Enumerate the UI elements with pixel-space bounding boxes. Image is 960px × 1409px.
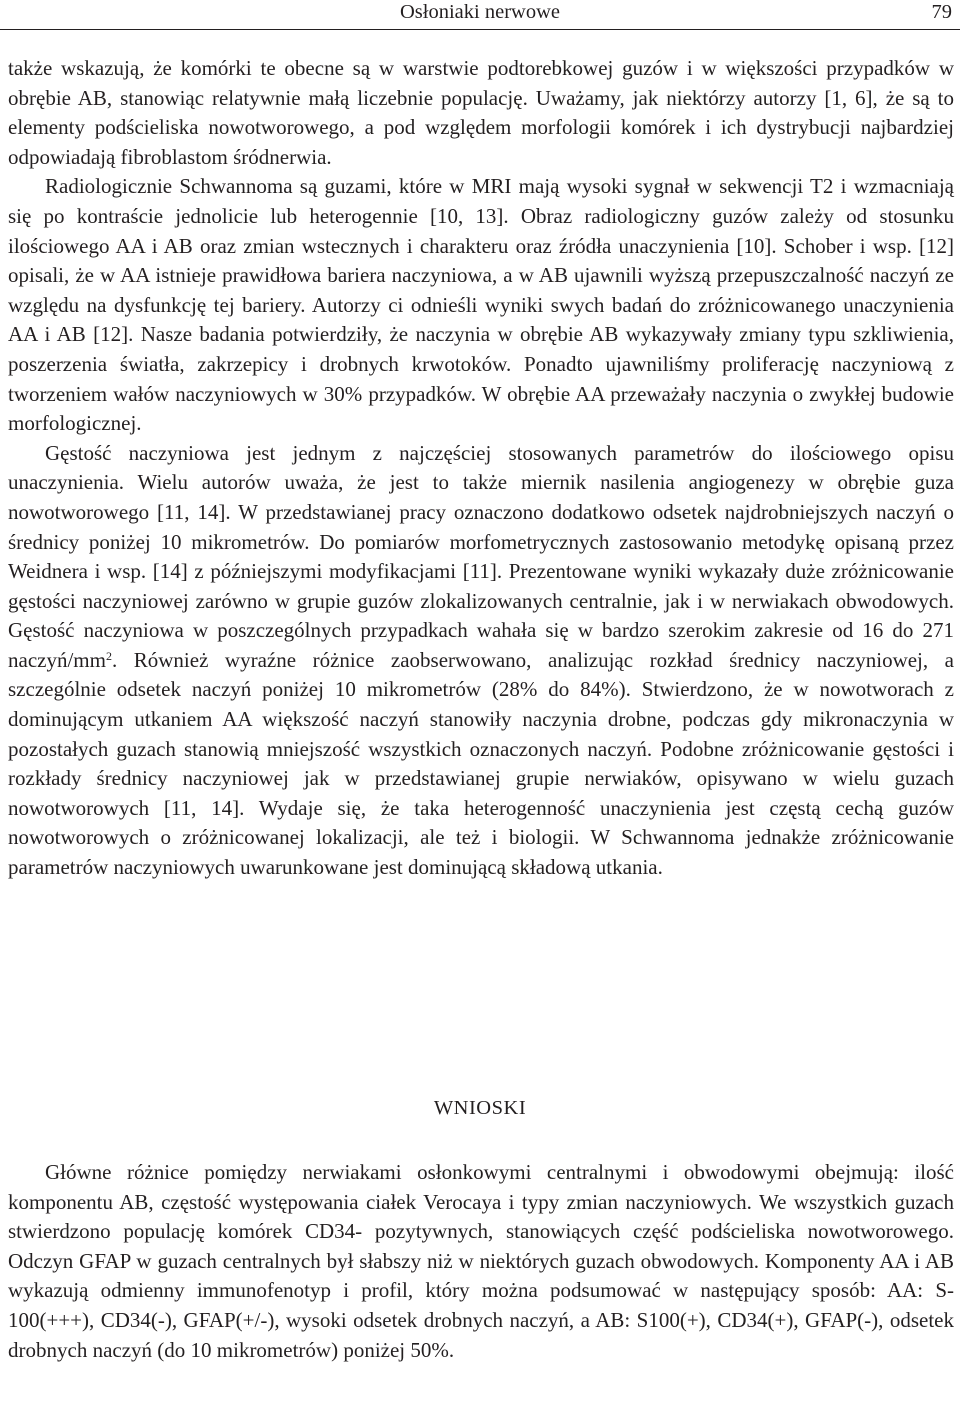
paragraph-vascular-density-part-2: . Również wyraźne różnice zaobserwowano, analizując rozkład średnicy naczyniowej, a szczególnie odsetek naczyń poniżej 10 mikrometrów (28% do 84%). Stwierdzono, że w nowotworach z dominującym utkaniem AA większość naczyń stanowiły naczynia drobne, podczas gdy mikronaczynia w pozostałych guzach stanowią mniejszość wszystkich oznaczonych naczyń. Podobne zróżnicowanie gęstości i rozkłady średnicy naczyniowej jak w przedstawianej grupie nerwiaków, opisywano w wielu guzach nowotworowych [11, 14]. Wydaje się, że taka heterogenność unaczynienia jest częstą cechą guzów nowotworowych o zróżnicowanej lokalizacji, ale też i biologii. W Schwannoma jednakże zróżnicowanie parametrów naczyniowych uwarunkowane jest dominującą składową utkania. (8, 647, 954, 880)
running-header (0, 0, 960, 30)
paragraph-vascular-density-part-1: Gęstość naczyniowa jest jednym z najczęściej stosowanych parametrów do ilościowego opisu unaczynienia. Wielu autorów uważa, że jest to także miernik nasilenia angiogenezy w obrębie guza nowotworowego [11, 14]. W przedstawianej pracy oznaczono dodatkowo odsetek najdrobniejszych naczyń o średnicy poniżej 10 mikrometrów. Do pomiarów morfometrycznych zastosowanio metodykę opisaną przez Weidnera i wsp. [14] z późniejszymi modyfikacjami [11]. Prezentowane wyniki wykazały duże zróżnicowanie gęstości naczyniowej zarówno w grupie guzów zlokalizowanych centralnie, jak i w nerwiakach obwodowych. Gęstość naczyniowa w poszczególnych przypadkach wahała się w bardzo szerokim zakresie od 16 do 271 naczyń/mm (8, 440, 954, 672)
paragraph-radiology: Radiologicznie Schwannoma są guzami, które w MRI mają wysoki sygnał w sekwencji T2 i wzmacniają się po kontraście jednolicie lub heterogennie [10, 13]. Obraz radiologiczny guzów zależy od stosunku ilościowego AA i AB oraz zmian wstecznych i charakteru oraz źródła unaczynienia [10]. Schober i wsp. [12] opisali, że w AA istnieje prawidłowa bariera naczyniowa, a w AB ujawnili wyższą przepuszczalność naczyń ze względu na dysfunkcję tej bariery. Autorzy ci odnieśli wyniki swych badań do zróżnicowanego unaczynienia AA i AB [12]. Nasze badania potwierdziły, że naczynia w obrębie AB wykazywały zmiany typu szkliwienia, poszerzenia światła, zakrzepicy i drobnych krwotoków. Ponadto ujawniliśmy proliferację naczyniową z tworzeniem wałów naczyniowych w 30% przypadków. W obrębie AA przeważały naczynia o zwykłej budowie morfologicznej. (8, 174, 954, 436)
paragraph-continuation: także wskazują, że komórki te obecne są w warstwie podtorebkowej guzów i w większości przypadków w obrębie AB, stanowiąc relatywnie małą liczebnie populację. Uważamy, jak niektórzy autorzy [1, 6], że są to elementy podścieliska nowotworowego, a pod względem morfologii komórek i ich dystrybucji najbardziej odpowiadają fibroblastom śródnerwia. (8, 56, 954, 169)
paragraph-conclusions: Główne różnice pomiędzy nerwiakami osłonkowymi centralnymi i obwodowymi obejmują: ilość komponentu AB, częstość występowania ciałek Verocaya i typy zmian naczyniowych. We wszystkich guzach stwierdzono populację komórek CD34- pozytywnych, stanowiących część podścieliska nowotworowego. Odczyn GFAP w guzach centralnych był słabszy niż w niektórych guzach obwodowych. Komponenty AA i AB wykazują odmienny immunofenotyp i profil, który można podsumować w następujący sposób: AA: S-100(+++), CD34(-), GFAP(+/-), wysoki odsetek drobnych naczyń, a AB: S100(+), CD34(+), GFAP(-), odsetek drobnych naczyń (do 10 mikrometrów) poniżej 50%. (8, 1160, 954, 1362)
superscript-squared: 2 (105, 648, 112, 663)
running-title: Osłoniaki nerwowe (400, 1, 560, 23)
paragraph-vascular-density (8, 439, 954, 883)
main-text (8, 54, 954, 883)
conclusions-section (8, 1158, 954, 1365)
page-number: 79 (931, 1, 952, 23)
section-heading-conclusions: WNIOSKI (433, 1097, 527, 1119)
